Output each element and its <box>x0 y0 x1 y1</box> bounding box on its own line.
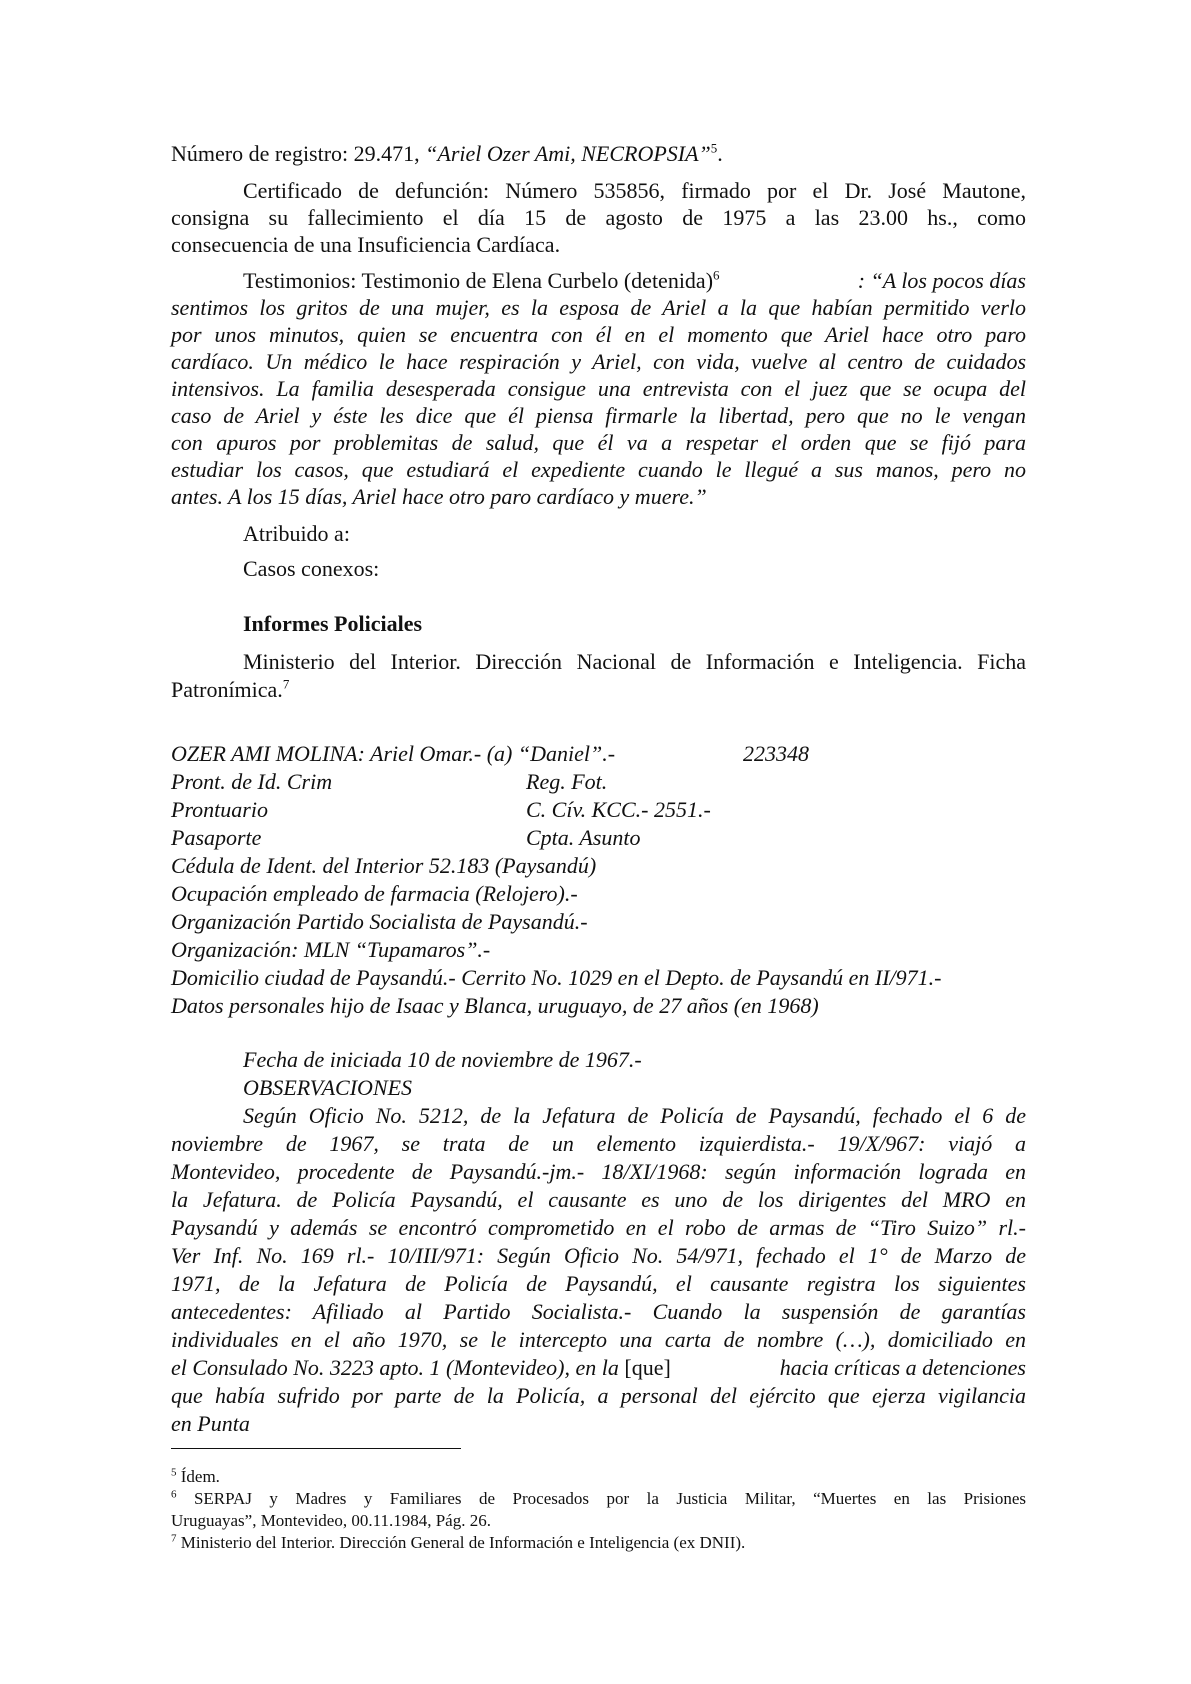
ficha-line: Domicilio ciudad de Paysandú.- Cerrito No. 1029 en el Depto. de Paysandú en II/971.- <box>171 965 942 990</box>
ficha-row <box>171 824 871 852</box>
footnote-7 <box>171 1532 745 1553</box>
testimonio-line: con apuros por problemitas de salud, que él va a respetar el orden que se fijó para <box>171 430 1026 455</box>
observaciones-text-end: hacia críticas a detenciones <box>779 1355 1026 1380</box>
footnote-ref-6: 6 <box>713 267 720 283</box>
ficha-row-left: Pront. de Id. Crim <box>171 769 333 794</box>
fecha-iniciada: Fecha de iniciada 10 de noviembre de 1967.- <box>243 1047 642 1072</box>
registro-end: . <box>717 141 723 166</box>
registro-title: “Ariel Ozer Ami, NECROPSIA” <box>425 141 711 166</box>
ficha-row <box>171 768 871 796</box>
testimonio-line: caso de Ariel y éste les dice que él piensa firmarle la libertad, pero que no le vengan <box>171 403 1026 428</box>
registro-label: Número de registro: 29.471, <box>171 141 426 166</box>
ficha-line: Organización Partido Socialista de Paysandú.- <box>171 909 588 934</box>
footnote-ref-5: 5 <box>710 140 718 156</box>
certificado-line: consecuencia de una Insuficiencia Cardíaca. <box>171 232 561 257</box>
atribuido-label: Atribuido a: <box>243 521 350 546</box>
testimonio-quote-start: : “A los pocos días <box>857 268 1026 293</box>
ficha-row-right: C. Cív. KCC.- 2551.- <box>526 797 711 822</box>
testimonio-line: antes. A los 15 días, Ariel hace otro paro cardíaco y muere.” <box>171 484 707 509</box>
ficha-row-right: Cpta. Asunto <box>526 825 641 850</box>
ministerio-line: Ministerio del Interior. Dirección Nacional de Información e Inteligencia. Ficha <box>243 649 1026 674</box>
ficha-line: Organización: MLN “Tupamaros”.- <box>171 937 491 962</box>
testimonio-line: estudiar los casos, que estudiará el expediente cuando le llegué a sus manos, pero no <box>171 457 1026 482</box>
observaciones-line: antecedentes: Afiliado al Partido Socialista.- Cuando la suspensión de garantías <box>171 1299 1026 1324</box>
ministerio-line-2 <box>171 676 289 704</box>
observaciones-line: la Jefatura. de Policía Paysandú, el causante es uno de los dirigentes del MRO en <box>171 1187 1026 1212</box>
footnote-number: 6 <box>171 1488 177 1501</box>
footnote-number: 5 <box>171 1466 177 1479</box>
observaciones-text: el Consulado No. 3223 apto. 1 (Montevideo), en la <box>171 1355 625 1380</box>
ficha-name: OZER AMI MOLINA: Ariel Omar.- (a) “Daniel”.- <box>171 741 616 766</box>
casos-conexos-label: Casos conexos: <box>243 556 380 581</box>
footnote-number: 7 <box>171 1532 177 1545</box>
ministerio-text: Patronímica. <box>171 677 283 702</box>
observaciones-line: noviembre de 1967, se trata de un elemento izquierdista.- 19/X/967: viajó a <box>171 1131 1026 1156</box>
ficha-row-right: Reg. Fot. <box>526 769 608 794</box>
observaciones-line: Paysandú y además se encontró comprometido en el robo de armas de “Tiro Suizo” rl.- <box>171 1215 1026 1240</box>
ficha-line: Datos personales hijo de Isaac y Blanca, uruguayo, de 27 años (en 1968) <box>171 993 819 1018</box>
footnote-ref-7: 7 <box>282 676 290 692</box>
footnote-6-cont: Uruguayas”, Montevideo, 00.11.1984, Pág. 26. <box>171 1511 491 1530</box>
footnote-5 <box>171 1466 220 1487</box>
testimonio-line: intensivos. La familia desesperada consigue una entrevista con el juez que se ocupa del <box>171 376 1026 401</box>
observaciones-line: Montevideo, procedente de Paysandú.-jm.- 18/XI/1968: según información lograda en <box>171 1159 1026 1184</box>
section-heading: Informes Policiales <box>243 611 423 636</box>
ficha-row-left: Pasaporte <box>171 825 262 850</box>
ficha-line: Cédula de Ident. del Interior 52.183 (Paysandú) <box>171 853 597 878</box>
footnote-text: SERPAJ y Madres y Familiares de Procesados por la Justicia Militar, “Muertes en las Prisiones <box>176 1489 1026 1508</box>
registro-line <box>171 140 723 168</box>
footnote-text: Ministerio del Interior. Dirección General de Información e Inteligencia (ex DNII). <box>176 1533 746 1552</box>
observaciones-line: que había sufrido por parte de la Policía, a personal del ejército que ejerza vigilancia <box>171 1383 1026 1408</box>
footnote-text: Ídem. <box>176 1467 220 1486</box>
observaciones-line: Según Oficio No. 5212, de la Jefatura de Policía de Paysandú, fechado el 6 de <box>243 1103 1026 1128</box>
ficha-number: 223348 <box>743 741 809 766</box>
footnote-divider <box>171 1448 461 1449</box>
ficha-line: Ocupación empleado de farmacia (Relojero).- <box>171 881 578 906</box>
footnote-6 <box>171 1488 1026 1509</box>
ficha-name-line <box>171 740 871 768</box>
observaciones-insert: [que] <box>624 1355 671 1380</box>
certificado-line: consigna su fallecimiento el día 15 de agosto de 1975 a las 23.00 hs., como <box>171 205 1026 230</box>
testimonio-intro-line <box>243 267 1026 295</box>
testimonio-intro: Testimonios: Testimonio de Elena Curbelo (detenida) <box>243 268 714 293</box>
observaciones-line <box>171 1354 1026 1382</box>
observaciones-line: 1971, de la Jefatura de Policía de Paysandú, el causante registra los siguientes <box>171 1271 1026 1296</box>
testimonio-line: cardíaco. Un médico le hace respiración y Ariel, con vida, vuelve al centro de cuidados <box>171 349 1026 374</box>
observaciones-line: individuales en el año 1970, se le intercepto una carta de nombre (…), domiciliado en <box>171 1327 1026 1352</box>
testimonio-line: sentimos los gritos de una mujer, es la esposa de Ariel a la que habían permitido verlo <box>171 295 1026 320</box>
testimonio-line: por unos minutos, quien se encuentra con él en el momento que Ariel hace otro paro <box>171 322 1026 347</box>
observaciones-line: en Punta <box>171 1411 250 1436</box>
observaciones-heading: OBSERVACIONES <box>243 1075 413 1100</box>
ficha-row <box>171 796 871 824</box>
ficha-row-left: Prontuario <box>171 797 268 822</box>
observaciones-line: Ver Inf. No. 169 rl.- 10/III/971: Según Oficio No. 54/971, fechado el 1° de Marzo de <box>171 1243 1026 1268</box>
certificado-line: Certificado de defunción: Número 535856, firmado por el Dr. José Mautone, <box>243 178 1026 203</box>
